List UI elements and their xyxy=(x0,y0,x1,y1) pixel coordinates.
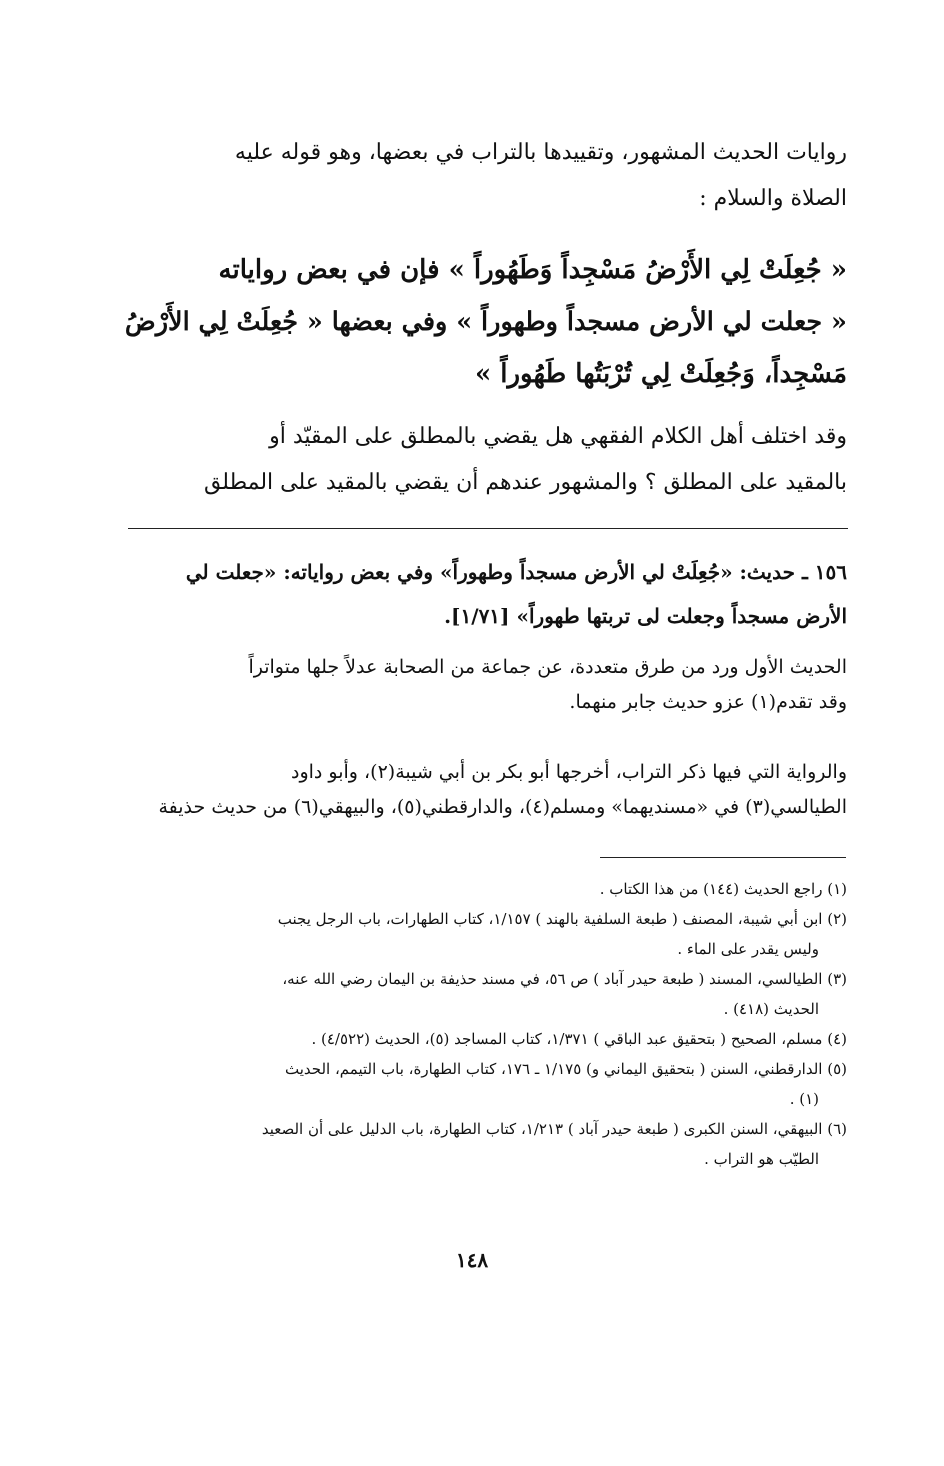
footnote-line: (٢) ابن أبي شيبة، المصنف ( طبعة السلفية بالهند ) ١/١٥٧، كتاب الطهارات، باب الرجل يجنب xyxy=(277,910,847,928)
footnote-line: وليس يقدر على الماء . xyxy=(677,940,819,958)
main-paragraph-1 xyxy=(125,130,847,222)
page-number: ١٤٨ xyxy=(455,1248,489,1272)
text-line: وقد اختلف أهل الكلام الفقهي هل يقضي بالمطلق على المقيّد أو xyxy=(269,424,847,449)
commentary-paragraph-1 xyxy=(125,650,847,720)
text-line: روايات الحديث المشهور، وتقييدها بالتراب في بعضها، وهو قوله عليه xyxy=(234,140,847,165)
text-line: الطيالسي(٣) في «مسنديهما» ومسلم(٤)، والدارقطني(٥)، والبيهقي(٦) من حديث حذيفة xyxy=(158,796,847,818)
footnote-4 xyxy=(125,1024,847,1054)
footnote-line: (١) راجع الحديث (١٤٤) من هذا الكتاب . xyxy=(599,880,847,898)
footnote-6 xyxy=(125,1114,847,1174)
text-line: وقد تقدم(١) عزو حديث جابر منهما. xyxy=(569,691,847,713)
footnote-2 xyxy=(125,904,847,964)
text-line: « جُعِلَتْ لِي الأَرْضُ مَسْجِداً وَطَهُوراً » فإن في بعض رواياته xyxy=(218,255,847,285)
footnotes xyxy=(125,874,847,1174)
text-line: الأرض مسجداً وجعلت لى تربتها طهوراً» [١/٧١]. xyxy=(444,604,847,628)
footnote-3 xyxy=(125,964,847,1024)
footnote-5 xyxy=(125,1054,847,1114)
footnote-line: (٦) البيهقي، السنن الكبرى ( طبعة حيدر آباد ) ١/٢١٣، كتاب الطهارة، باب الدليل على أن الصعيد xyxy=(261,1120,847,1138)
footnote-line: (٣) الطيالسي، المسند ( طبعة حيدر آباد ) ص ٥٦، في مسند حذيفة بن اليمان رضي الله عنه، xyxy=(282,970,847,988)
section-divider xyxy=(128,528,848,529)
text-line: « جعلت لي الأرض مسجداً وطهوراً » وفي بعضها « جُعِلَتْ لِي الأَرْضُ xyxy=(124,307,847,337)
text-line: مَسْجِداً، وَجُعِلَتْ لِي تُرْبَتُها طَهُوراً » xyxy=(474,359,847,389)
hadith-quote xyxy=(125,244,847,400)
footnote-line: الطيّب هو التراب . xyxy=(704,1150,819,1168)
text-line: ١٥٦ ـ حديث: «جُعِلَتْ لي الأرض مسجداً وطهوراً» وفي بعض رواياته: «جعلت لي xyxy=(185,560,847,584)
commentary-paragraph-2 xyxy=(125,755,847,825)
main-paragraph-2 xyxy=(125,414,847,506)
text-line: والرواية التي فيها ذكر التراب، أخرجها أبو بكر بن أبي شيبة(٢)، وأبو داود xyxy=(291,761,847,783)
footnote-1 xyxy=(125,874,847,904)
text-line: بالمقيد على المطلق ؟ والمشهور عندهم أن يقضي بالمقيد على المطلق xyxy=(203,470,847,495)
footnote-line: (٥) الدارقطني، السنن ( بتحقيق اليماني و) ١/١٧٥ ـ ١٧٦، كتاب الطهارة، باب التيمم، الحديث xyxy=(285,1060,847,1078)
footnote-line: الحديث (٤١٨) . xyxy=(723,1000,819,1018)
text-line: الصلاة والسلام : xyxy=(699,186,847,211)
commentary-heading xyxy=(125,550,847,638)
text-line: الحديث الأول ورد من طرق متعددة، عن جماعة من الصحابة عدلاً جلها متواتراً xyxy=(248,656,847,678)
footnote-divider xyxy=(600,857,846,858)
footnote-line: (١) . xyxy=(789,1090,819,1108)
footnote-line: (٤) مسلم، الصحيح ( بتحقيق عبد الباقي ) ١/٣٧١، كتاب المساجد (٥)، الحديث (٤/٥٢٢) . xyxy=(311,1030,847,1048)
